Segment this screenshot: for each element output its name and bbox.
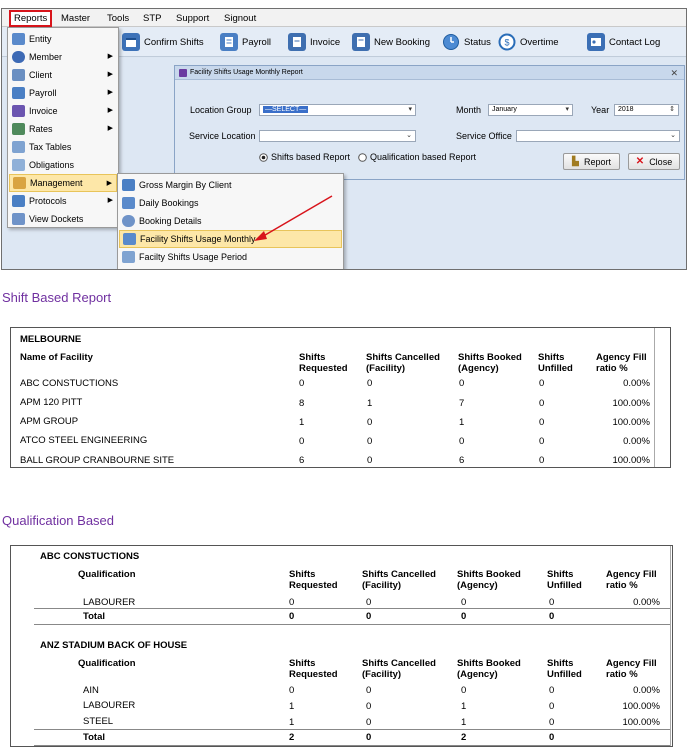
cell-unfilled: 0 <box>539 378 545 389</box>
cell-ratio: 100.00% <box>612 398 650 409</box>
cell-ratio: 100.00% <box>622 717 660 728</box>
submenu-arrow-icon: ▶ <box>107 71 113 78</box>
group-facility-heading: ABC CONSTUCTIONS <box>40 551 140 562</box>
location-group-value: —SELECT— <box>265 106 307 113</box>
qualification-based-heading: Qualification Based <box>2 513 115 528</box>
col-ratio: Agency Fill ratio % <box>606 569 657 591</box>
submenu-item-label: Facility Shifts Usage Monthly <box>140 234 256 244</box>
qualification-name: LABOURER <box>83 700 136 711</box>
submenu-arrow-icon: ▶ <box>107 125 113 132</box>
col-cancelled: Shifts Cancelled (Facility) <box>366 352 440 374</box>
group-facility-heading: ANZ STADIUM BACK OF HOUSE <box>40 640 188 651</box>
facility-name: APM 120 PITT <box>20 397 83 408</box>
submenu-arrow-icon: ▶ <box>107 107 113 114</box>
submenu-item-label: Gross Margin By Client <box>139 180 232 190</box>
page-edge-line <box>670 546 671 746</box>
cell-requested: 0 <box>299 378 305 389</box>
chevron-down-icon: ▾ <box>565 106 569 113</box>
cell-unfilled: 0 <box>549 701 555 712</box>
qualification-name: LABOURER <box>83 597 136 608</box>
cell-unfilled: 0 <box>549 685 555 696</box>
total-requested: 0 <box>289 611 295 622</box>
col-ratio: Agency Fill ratio % <box>606 658 657 680</box>
cell-requested: 0 <box>299 436 305 447</box>
menu-reports[interactable]: Reports <box>9 10 52 27</box>
cell-booked: 0 <box>459 378 465 389</box>
facility-name: ATCO STEEL ENGINEERING <box>20 435 148 446</box>
cell-cancelled: 0 <box>367 378 373 389</box>
menu-item-label: Protocols <box>29 196 67 206</box>
submenu-arrow-icon: ▶ <box>107 89 113 96</box>
cell-booked: 1 <box>461 701 467 712</box>
menu-master[interactable]: Master <box>61 13 91 24</box>
cell-ratio: 0.00% <box>633 597 660 608</box>
confirm-shifts-label: Confirm Shifts <box>144 36 204 48</box>
menu-signout[interactable]: Signout <box>224 13 257 24</box>
contact-log-label: Contact Log <box>609 36 661 48</box>
cell-unfilled: 0 <box>539 436 545 447</box>
month-label: Month <box>456 105 482 115</box>
cell-unfilled: 0 <box>539 398 545 409</box>
menu-item-label: Management <box>30 178 83 188</box>
total-divider <box>34 624 670 625</box>
cell-requested: 1 <box>289 717 295 728</box>
cell-requested: 1 <box>289 701 295 712</box>
col-ratio: Agency Fill ratio % <box>596 352 647 374</box>
menu-item-label: Rates <box>29 124 53 134</box>
payroll-label: Payroll <box>242 36 272 48</box>
cell-cancelled: 0 <box>366 685 372 696</box>
cell-booked: 1 <box>459 417 465 428</box>
location-heading: MELBOURNE <box>20 334 82 345</box>
qualification-name: AIN <box>83 685 99 696</box>
cell-requested: 0 <box>289 685 295 696</box>
chevron-down-icon: ⌄ <box>406 132 412 139</box>
facility-name: APM GROUP <box>20 416 79 427</box>
col-qualification: Qualification <box>78 658 136 669</box>
year-value: 2018 <box>618 106 634 113</box>
app-window <box>1 8 687 270</box>
menu-tools[interactable]: Tools <box>107 13 130 24</box>
year-label: Year <box>591 105 610 115</box>
col-booked: Shifts Booked (Agency) <box>458 352 522 374</box>
total-label: Total <box>83 732 105 743</box>
total-divider <box>34 729 670 730</box>
menu-stp[interactable]: STP <box>143 13 162 24</box>
col-requested: Shifts Requested <box>289 658 338 680</box>
total-unfilled: 0 <box>549 611 555 622</box>
submenu-arrow-icon: ▶ <box>106 180 112 187</box>
cell-cancelled: 0 <box>366 701 372 712</box>
close-icon: ✕ <box>635 156 645 167</box>
cell-booked: 0 <box>459 436 465 447</box>
menu-item-label: Invoice <box>29 106 58 116</box>
col-unfilled: Shifts Unfilled <box>547 569 582 591</box>
cell-cancelled: 1 <box>367 398 373 409</box>
menu-item-label: Payroll <box>29 88 57 98</box>
invoice-label: Invoice <box>310 36 341 48</box>
menu-item-label: Tax Tables <box>29 142 72 152</box>
service-location-label: Service Location <box>189 131 256 141</box>
cell-requested: 1 <box>299 417 305 428</box>
cell-ratio: 100.00% <box>622 701 660 712</box>
cell-ratio: 100.00% <box>612 417 650 428</box>
cell-booked: 7 <box>459 398 465 409</box>
cell-cancelled: 0 <box>366 597 372 608</box>
col-unfilled: Shifts Unfilled <box>547 658 582 680</box>
col-requested: Shifts Requested <box>299 352 348 374</box>
cell-unfilled: 0 <box>549 597 555 608</box>
cell-booked: 0 <box>461 685 467 696</box>
location-group-label: Location Group <box>190 105 252 115</box>
shift-based-heading: Shift Based Report <box>2 290 112 305</box>
radio-shifts-label: Shifts based Report <box>271 152 351 162</box>
total-booked: 0 <box>461 611 467 622</box>
submenu-arrow-icon: ▶ <box>107 197 113 204</box>
month-value: January <box>492 106 517 113</box>
cell-booked: 0 <box>461 597 467 608</box>
col-unfilled: Shifts Unfilled <box>538 352 573 374</box>
chevron-down-icon: ⌄ <box>670 132 676 139</box>
col-booked: Shifts Booked (Agency) <box>457 658 521 680</box>
service-office-label: Service Office <box>456 131 512 141</box>
col-facility: Name of Facility <box>20 352 93 363</box>
total-booked: 2 <box>461 732 467 743</box>
cell-requested: 8 <box>299 398 305 409</box>
cell-requested: 0 <box>289 597 295 608</box>
col-cancelled: Shifts Cancelled (Facility) <box>362 569 436 591</box>
status-label: Status <box>464 36 491 48</box>
annotation-arrow <box>2 9 687 270</box>
col-booked: Shifts Booked (Agency) <box>457 569 521 591</box>
cell-ratio: 0.00% <box>623 436 650 447</box>
qualification-name: STEEL <box>83 716 114 727</box>
total-label: Total <box>83 611 105 622</box>
cell-unfilled: 0 <box>539 455 545 466</box>
facility-name: ABC CONSTUCTIONS <box>20 378 119 389</box>
spinner-icon[interactable]: ⇕ <box>669 106 675 113</box>
cell-cancelled: 0 <box>367 417 373 428</box>
cell-ratio: 0.00% <box>633 685 660 696</box>
submenu-item-label: Booking Details <box>139 216 202 226</box>
new-booking-label: New Booking <box>374 36 430 48</box>
cell-cancelled: 0 <box>367 455 373 466</box>
shift-report-table <box>10 327 671 468</box>
col-requested: Shifts Requested <box>289 569 338 591</box>
menu-item-label: View Dockets <box>29 214 84 224</box>
submenu-arrow-icon: ▶ <box>107 53 113 60</box>
menu-item-label: Obligations <box>29 160 75 170</box>
report-button-icon: ▙ <box>572 156 579 166</box>
total-cancelled: 0 <box>366 611 372 622</box>
chevron-down-icon: ▾ <box>408 106 412 113</box>
total-cancelled: 0 <box>366 732 372 743</box>
cell-requested: 6 <box>299 455 305 466</box>
menu-item-label: Entity <box>29 34 52 44</box>
submenu-item-label: Daily Bookings <box>139 198 199 208</box>
report-button-label: Report <box>583 156 611 167</box>
col-qualification: Qualification <box>78 569 136 580</box>
cell-unfilled: 0 <box>539 417 545 428</box>
qualification-report-table <box>10 545 673 747</box>
total-divider <box>34 745 670 746</box>
menu-item-label: Client <box>29 70 53 80</box>
dialog-close-icon[interactable]: ✕ <box>670 68 678 78</box>
menu-support[interactable]: Support <box>176 13 210 24</box>
page-edge-line <box>654 328 655 467</box>
facility-name: BALL GROUP CRANBOURNE SITE <box>20 455 175 466</box>
dialog-title: Facility Shifts Usage Monthly Report <box>190 69 303 76</box>
col-cancelled: Shifts Cancelled (Facility) <box>362 658 436 680</box>
cell-booked: 1 <box>461 717 467 728</box>
cell-ratio: 100.00% <box>612 455 650 466</box>
menu-item-label: Member <box>29 52 63 62</box>
close-button-label: Close <box>649 156 673 167</box>
total-requested: 2 <box>289 732 295 743</box>
cell-cancelled: 0 <box>366 717 372 728</box>
submenu-item-label: Facilty Shifts Usage Period <box>139 252 248 262</box>
cell-cancelled: 0 <box>367 436 373 447</box>
cell-ratio: 0.00% <box>623 378 650 389</box>
total-unfilled: 0 <box>549 732 555 743</box>
svg-text:$: $ <box>504 37 510 48</box>
total-divider <box>34 608 670 609</box>
cell-booked: 6 <box>459 455 465 466</box>
cell-unfilled: 0 <box>549 717 555 728</box>
overtime-label: Overtime <box>520 36 559 48</box>
radio-qualification-label: Qualification based Report <box>370 152 477 162</box>
